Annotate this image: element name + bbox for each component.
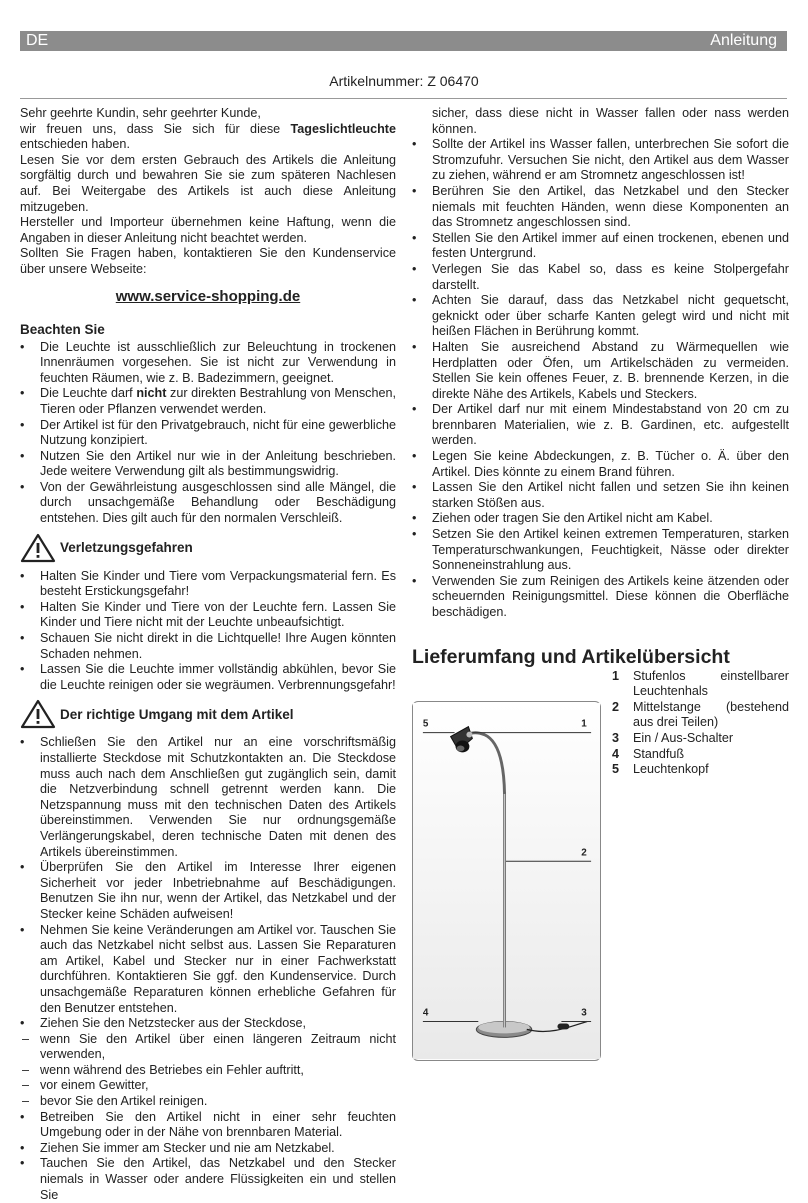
part-item: 3 Ein / Aus-Schalter	[612, 730, 734, 745]
intro-paragraph-3: Hersteller und Importeur übernehmen keine Haftung, wenn die Angaben in dieser Anleitung nicht beachtet werden.	[20, 215, 396, 245]
list-item: • Ziehen Sie immer am Stecker und nie am Netzkabel.	[20, 1141, 396, 1157]
part-item: 4 Standfuß	[612, 746, 685, 761]
umgang-list-continued	[20, 1110, 396, 1203]
verletzung-heading-row	[20, 533, 396, 563]
umgang-sublist	[20, 1032, 396, 1110]
list-item: • Der Artikel ist für den Privatgebrauch, nicht für eine gewerbliche Nutzung konzipiert.	[20, 418, 396, 449]
right-column	[412, 106, 789, 1049]
callout-3: 3	[581, 1007, 587, 1019]
sub-list-item: – wenn während des Betriebes ein Fehler auftritt,	[20, 1063, 396, 1079]
list-item: • Legen Sie keine Abdeckungen, z. B. Tücher o. Ä. über den Artikel. Dies könnte zu einem Brand führen.	[412, 449, 789, 480]
overview-heading: Lieferumfang und Artikelübersicht	[412, 645, 730, 668]
lamp-figure	[412, 701, 601, 1061]
verletzung-heading: Verletzungsgefahren	[60, 539, 193, 555]
continuation-text: sicher, dass diese nicht in Wasser fallen oder nass werden können.	[432, 106, 789, 136]
header-bar	[20, 31, 787, 51]
header-section: Anleitung	[710, 32, 777, 49]
list-item: • Setzen Sie den Artikel keinen extremen Temperaturen, starken Temperaturschwankungen, Feuchtigkeit, Nässe oder direkter Sonneneinstrahlung aus.	[412, 527, 789, 574]
list-item: • Halten Sie Kinder und Tiere vom Verpackungsmaterial fern. Es besteht Erstickungsgefahr!	[20, 569, 396, 600]
warning-triangle-icon	[20, 699, 56, 729]
umgang-list	[20, 735, 396, 1031]
list-item: • Ziehen Sie den Netzstecker aus der Steckdose,	[20, 1016, 396, 1032]
list-item: • Stellen Sie den Artikel immer auf einen trockenen, ebenen und festen Untergrund.	[412, 231, 789, 262]
list-item: • Tauchen Sie den Artikel, das Netzkabel und den Stecker niemals in Wasser oder andere Flüssigkeiten ein und stellen Sie	[20, 1156, 396, 1203]
list-item: • Betreiben Sie den Artikel nicht in einer sehr feuchten Umgebung oder in der Nähe von brennbaren Material.	[20, 1110, 396, 1141]
left-column	[20, 106, 396, 1203]
list-item: • Nutzen Sie den Artikel nur wie in der Anleitung beschrieben. Jede weitere Verwendung gilt als bestimmungswidrig.	[20, 449, 396, 480]
parts-list	[612, 669, 789, 778]
list-item: • Halten Sie Kinder und Tiere von der Leuchte fern. Lassen Sie Kinder und Tiere nicht mit der Leuchte unbeaufsichtigt.	[20, 600, 396, 631]
list-item: • Lassen Sie den Artikel nicht fallen und setzen Sie ihn keinen starken Stößen aus.	[412, 480, 789, 511]
list-item: • Von der Gewährleistung ausgeschlossen sind alle Mängel, die durch unsachgemäße Behandlung oder Beschädigung entstehen. Dies gilt auch für den normalen Verschleiß.	[20, 480, 396, 527]
list-item: • Lassen Sie die Leuchte immer vollständig abkühlen, bevor Sie die Leuchte reinigen oder sie wegräumen. Verbrennungsgefahr!	[20, 662, 396, 693]
greeting: Sehr geehrte Kundin, sehr geehrter Kunde,	[20, 106, 261, 120]
list-item: • Die Leuchte ist ausschließlich zur Beleuchtung in trockenen Innenräumen vorgesehen. Sie ist nicht zur Verwendung in feuchten Räumen, wie z. B. Badezimmern, geeignet.	[20, 340, 396, 387]
part-item: 2 Mittelstange (bestehend aus drei Teilen)	[612, 699, 789, 730]
umgang-heading: Der richtige Umgang mit dem Artikel	[60, 706, 294, 722]
list-item: • Sollte der Artikel ins Wasser fallen, unterbrechen Sie sofort die Stromzufuhr. Versuchen Sie nicht, den Artikel aus dem Wasser zu ziehen, während er am Stromnetz angeschlossen ist!	[412, 137, 789, 184]
callout-5: 5	[422, 718, 429, 730]
list-item: • Berühren Sie den Artikel, das Netzkabel und den Stecker niemals mit feuchten Händen, wenn diese Komponenten an das Stromnetz angeschlossen sind.	[412, 184, 789, 231]
verletzung-list	[20, 569, 396, 694]
callout-1: 1	[581, 718, 587, 730]
list-item: • Halten Sie ausreichend Abstand zu Wärmequellen wie Herdplatten oder Öfen, um Artikelschäden zu vermeiden. Stellen Sie kein offenes Feuer, z. B. brennende Kerzen, in die direkte Nähe des Artikels, Kabels und Steckers.	[412, 340, 789, 402]
list-item: • Achten Sie darauf, dass das Netzkabel nicht gequetscht, geknickt oder über scharfe Kanten gelegt wird und nicht mit heißen Flächen in Berührung kommt.	[412, 293, 789, 340]
overview-section	[412, 669, 789, 1049]
sub-list-item: – vor einem Gewitter,	[20, 1078, 396, 1094]
sub-list-item: – wenn Sie den Artikel über einen längeren Zeitraum nicht verwenden,	[20, 1032, 396, 1063]
language-code: DE	[26, 32, 49, 49]
article-number: Artikelnummer: Z 06470	[329, 73, 479, 89]
switch	[557, 1023, 569, 1029]
product-name: Tageslichtleuchte	[290, 121, 396, 136]
list-item: • Schließen Sie den Artikel nur an eine vorschriftsmäßig installierte Steckdose mit Schutzkontakten an. Die Steckdose muss auch nach dem Anschließen gut zugänglich sein, damit die Netzverbindung schnell getrennt werden kann. Die Netzspannung muss mit den technischen Daten des Artikels übereinstimmen. Verwenden Sie nur ordnungsgemäße Verlängerungskabel, deren technische Daten mit denen des Artikels übereinstimmen.	[20, 735, 396, 860]
floor-lamp-illustration	[413, 702, 600, 1060]
part-item: 5 Leuchtenkopf	[612, 762, 709, 777]
part-item: 1 Stufenlos einstellbarer Leuchtenhals	[612, 668, 789, 699]
beachten-heading: Beachten Sie	[20, 321, 105, 337]
list-item: • Verwenden Sie zum Reinigen des Artikels keine ätzenden oder scheuernden Reinigungsmittel. Diese können die Oberfläche beschädigen.	[412, 574, 789, 621]
list-item: • Verlegen Sie das Kabel so, dass es keine Stolpergefahr darstellt.	[412, 262, 789, 293]
sub-list-item: – bevor Sie den Artikel reinigen.	[20, 1094, 396, 1110]
list-item: • Überprüfen Sie den Artikel im Interesse Ihrer eigenen Sicherheit vor jeder Inbetriebnahme auf Beschädigungen. Benutzen Sie ihn nur, wenn der Artikel, das Netzkabel und der Stecker keine Schäden aufweisen!	[20, 860, 396, 922]
header-divider	[20, 98, 787, 99]
list-item: • Die Leuchte darf nicht zur direkten Bestrahlung von Menschen, Tieren oder Pflanzen verwendet werden.	[20, 386, 396, 417]
list-item: • Der Artikel darf nur mit einem Mindestabstand von 20 cm zu brennbaren Materialien, wie z. B. Gardinen, etc. aufgestellt werden.	[412, 402, 789, 449]
umgang-heading-row	[20, 699, 396, 729]
intro-paragraph-1: wir freuen uns, dass Sie sich für diese Tageslichtleuchte entschieden haben.	[20, 121, 396, 152]
callout-4: 4	[422, 1007, 429, 1019]
callout-2: 2	[581, 846, 587, 858]
intro-paragraph-2: Lesen Sie vor dem ersten Gebrauch des Artikels die Anleitung sorgfältig durch und bewahren Sie sie zum späteren Nachlesen auf. Bei Weitergabe des Artikels ist auch diese Anleitung mitzugeben.	[20, 152, 396, 214]
intro-paragraph-4: Sollten Sie Fragen haben, kontaktieren Sie den Kundenservice über unsere Webseite:	[20, 246, 396, 276]
lamp-pole	[503, 792, 506, 1027]
beachten-list	[20, 340, 396, 527]
service-website-link[interactable]: www.service-shopping.de	[115, 287, 301, 305]
warning-triangle-icon	[20, 533, 56, 563]
list-item: • Nehmen Sie keine Veränderungen am Artikel vor. Tauschen Sie auch das Netzkabel nicht selbst aus. Lassen Sie Reparaturen am Artikel, Kabel und Stecker nur in einer Fachwerkstatt durchführen. Kontaktieren Sie ggf. den Kundenservice. Durch unsachgemäße Reparaturen können erhebliche Gefahren für den Benutzer entstehen.	[20, 923, 396, 1017]
list-item: • Schauen Sie nicht direkt in die Lichtquelle! Ihre Augen könnten Schaden nehmen.	[20, 631, 396, 662]
list-item: • Ziehen oder tragen Sie den Artikel nicht am Kabel.	[412, 511, 789, 527]
safety-list-continued	[412, 137, 789, 620]
